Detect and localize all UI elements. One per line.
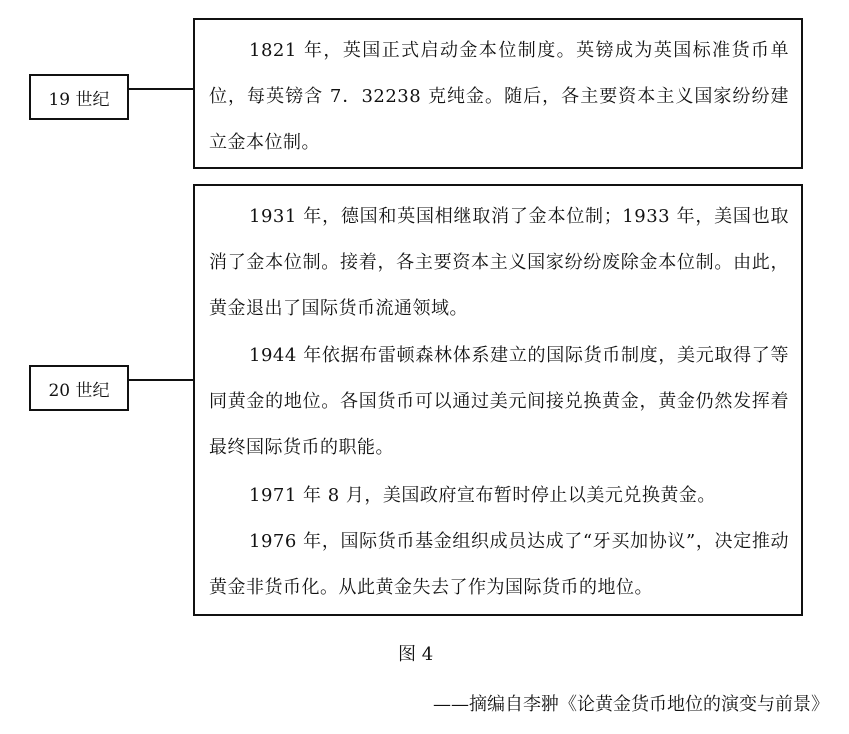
paragraph-1976: 1976 年，国际货币基金组织成员达成了“牙买加协议”，决定推动黄金非货币化。从此黄金失去了作为国际货币的地位。 <box>209 531 789 598</box>
text-box-20th-century <box>193 184 803 616</box>
era-label-20th-century: 20 世纪 <box>29 365 129 411</box>
connector-line-19th-century <box>129 88 193 90</box>
figure-caption: 图 4 <box>398 644 434 665</box>
era-label-19th-century: 19 世纪 <box>29 74 129 120</box>
connector-line-20th-century <box>129 379 193 381</box>
paragraph-1931: 1931 年，德国和英国相继取消了金本位制；1933 年，美国也取消了金本位制。接着，各主要资本主义国家纷纷废除金本位制。由此，黄金退出了国际货币流通领域。 <box>209 206 789 319</box>
paragraph-1821: 1821 年，英国正式启动金本位制度。英镑成为英国标准货币单位，每英镑含 7．32238 克纯金。随后，各主要资本主义国家纷纷建立金本位制。 <box>209 40 789 153</box>
text-box-19th-century <box>193 18 803 169</box>
source-citation: ——摘编自李翀《论黄金货币地位的演变与前景》 <box>433 694 829 715</box>
paragraph-1971: 1971 年 8 月，美国政府宣布暂时停止以美元兑换黄金。 <box>249 485 716 506</box>
paragraph-1944: 1944 年依据布雷顿森林体系建立的国际货币制度，美元取得了等同黄金的地位。各国货币可以通过美元间接兑换黄金，黄金仍然发挥着最终国际货币的职能。 <box>209 345 789 458</box>
